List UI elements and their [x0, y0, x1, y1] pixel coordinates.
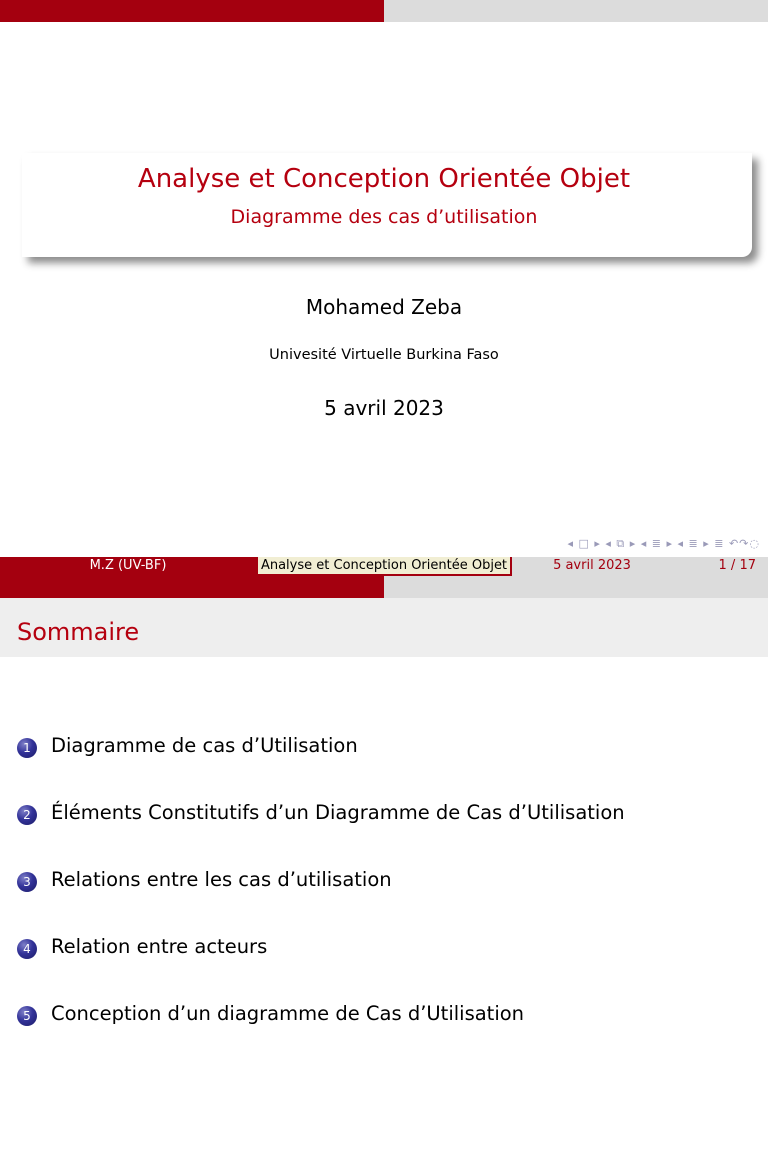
- number-bullet-icon: 1: [17, 738, 37, 758]
- footer-author: M.Z (UV-BF): [0, 557, 256, 576]
- toc-item-label: Conception d’un diagramme de Cas d’Utilisation: [51, 1002, 525, 1025]
- top-bar-red: [0, 576, 384, 598]
- footer-date: 5 avril 2023: [553, 558, 631, 573]
- slide-footer: [0, 557, 768, 576]
- institute-name: Univesité Virtuelle Burkina Faso: [269, 347, 499, 363]
- top-bar-red: [0, 0, 384, 22]
- number-bullet-icon: 4: [17, 939, 37, 959]
- frame-title: Sommaire: [17, 618, 140, 646]
- toc-item-label: Relations entre les cas d’utilisation: [51, 868, 392, 891]
- toc-item-label: Éléments Constitutifs d’un Diagramme de Cas d’Utilisation: [51, 801, 625, 824]
- beamer-navigation-icons[interactable]: ◂ □ ▸ ◂ ⧉ ▸ ◂ ≣ ▸ ◂ ≣ ▸ ≣ ↶↷◌: [567, 537, 760, 550]
- author-name: Mohamed Zeba: [305, 295, 463, 319]
- outline-slide: [0, 576, 768, 1152]
- top-bar-gray: [384, 576, 768, 598]
- number-bullet-icon: 2: [17, 805, 37, 825]
- footer-title-box: [256, 557, 512, 576]
- toc-item-label: Relation entre acteurs: [51, 935, 268, 958]
- presentation-date: 5 avril 2023: [324, 396, 444, 420]
- toc-item-label: Diagramme de cas d’Utilisation: [51, 734, 358, 757]
- top-bar-gray: [384, 0, 768, 22]
- number-bullet-icon: 5: [17, 1006, 37, 1026]
- footer-title: Analyse et Conception Orientée Objet: [258, 557, 510, 574]
- footer-right: [512, 557, 768, 576]
- presentation-title: Analyse et Conception Orientée Objet: [137, 164, 631, 194]
- footer-page-number: 1 / 17: [718, 558, 756, 573]
- number-bullet-icon: 3: [17, 872, 37, 892]
- presentation-subtitle: Diagramme des cas d’utilisation: [230, 206, 538, 228]
